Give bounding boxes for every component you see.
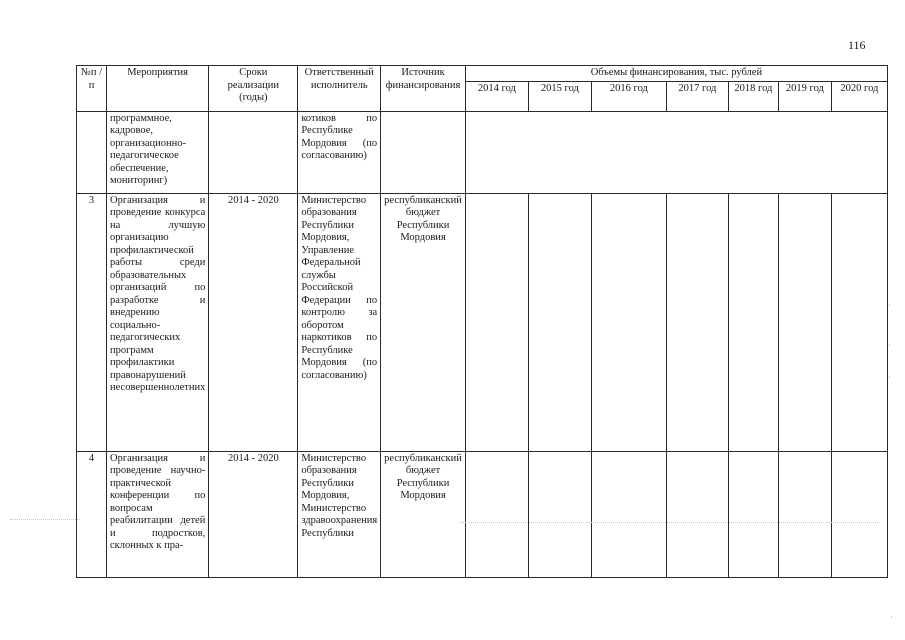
cell-amount [831,193,887,451]
header-year: 2016 год [591,81,666,111]
header-terms: Сроки реализации (годы) [209,66,298,112]
financing-table [76,65,888,578]
header-year: 2014 год [465,81,528,111]
header-year: 2018 год [728,81,778,111]
cell-executor: котиков по Республике Мордовия (по согласованию) [298,111,381,193]
cell-amount [465,451,528,577]
cell-amount [528,451,591,577]
header-source: Источник финансирования [381,66,466,112]
table-row [77,193,888,451]
scan-artifact [10,519,80,520]
cell-source [381,111,466,193]
cell-num: 4 [77,451,107,577]
header-year: 2017 год [666,81,728,111]
cell-event: программное, кадровое, организационно-педагогическое обеспечение, мониторинг) [107,111,209,193]
cell-amount [465,193,528,451]
cell-event: Организация и проведение научно-практической конференции по вопросам реабилитации детей и подростков, склонных к пра- [107,451,209,577]
scan-artifact [460,522,880,523]
cell-amount [528,193,591,451]
scan-artifact: · [888,300,891,310]
cell-num: 3 [77,193,107,451]
table-header-row [77,66,888,82]
cell-amount [666,451,728,577]
cell-terms [209,111,298,193]
cell-amount [778,193,831,451]
header-volumes: Объемы финансирования, тыс. рублей [465,66,887,82]
cell-source: республиканский бюджет Республики Мордовия [381,451,466,577]
cell-amount [831,451,887,577]
cell-terms: 2014 - 2020 [209,451,298,577]
cell-source: республиканский бюджет Республики Мордовия [381,193,466,451]
cell-executor: Министерство образования Республики Мордовия, Министерство здравоохранения Республики [298,451,381,577]
cell-executor: Министерство образования Республики Мордовия, Управление Федеральной службы Российской Федерации по контролю за оборотом наркотиков по Республике Мордовия (по согласованию) [298,193,381,451]
cell-amount [666,193,728,451]
table-row [77,111,888,193]
cell-amount [778,451,831,577]
header-num: №п /п [77,66,107,112]
cell-terms: 2014 - 2020 [209,193,298,451]
scan-artifact: · [888,372,891,382]
header-event: Мероприятия [107,66,209,112]
cell-amount [591,193,666,451]
scan-artifact: · [890,612,893,622]
header-year: 2020 год [831,81,887,111]
scan-artifact: · [888,340,891,350]
cell-amount [591,451,666,577]
table-row [77,451,888,577]
cell-amount [728,451,778,577]
cell-amount [728,193,778,451]
cell-event: Организация и проведение конкурса на лучшую организацию профилактической работы среди образовательных организаций по разработке и внедрению социально-педагогических программ профилактики правонарушений несовершеннолетних [107,193,209,451]
cell-volumes [465,111,887,193]
header-executor: Ответственный исполнитель [298,66,381,112]
cell-num [77,111,107,193]
page-number: 116 [848,38,866,52]
header-year: 2015 год [528,81,591,111]
header-year: 2019 год [778,81,831,111]
